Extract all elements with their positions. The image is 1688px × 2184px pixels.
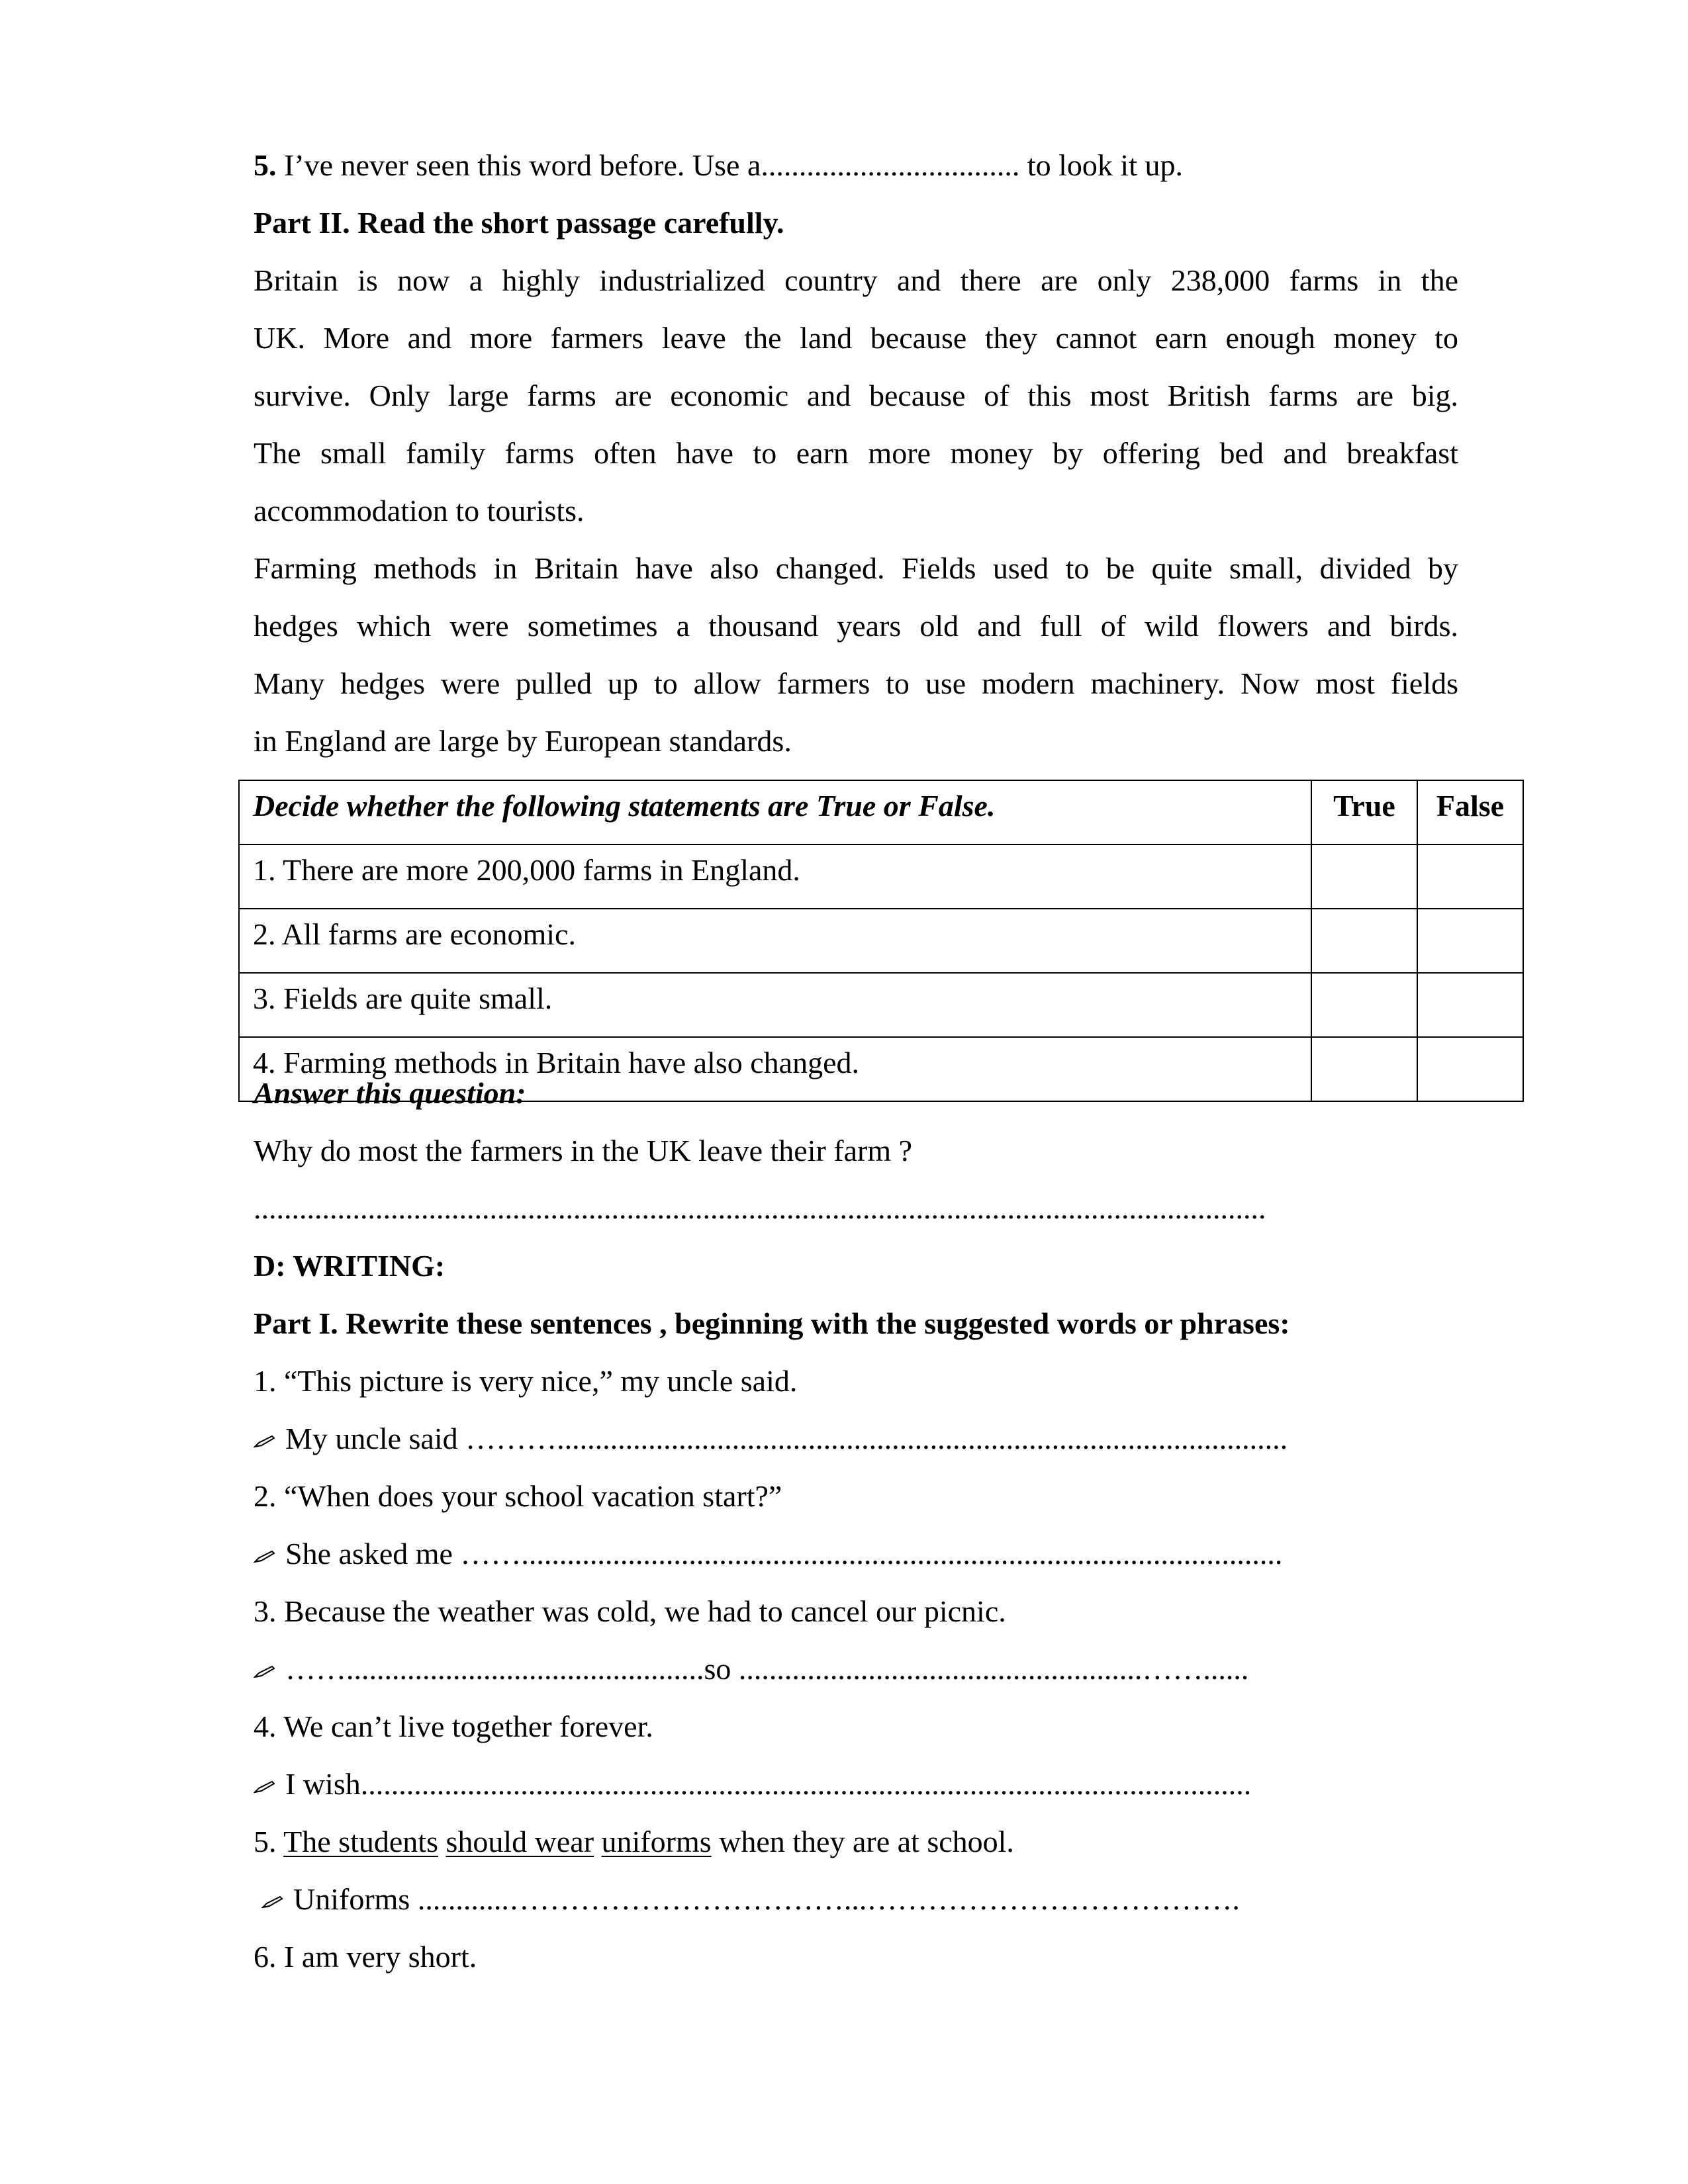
passage-line: hedges which were sometimes a thousand years old and full of wild flowers and birds. (254, 609, 1458, 643)
false-answer-cell[interactable] (1417, 909, 1523, 973)
passage-line: Britain is now a highly industrialized country and there are only 238,000 farms in the (254, 263, 1458, 297)
pencil-icon (254, 1420, 279, 1457)
sentence-2: 2. “When does your school vacation start?” (254, 1479, 782, 1513)
question-number: 5. (254, 148, 277, 182)
underlined-phrase: The students (283, 1825, 438, 1858)
true-answer-cell[interactable] (1311, 844, 1417, 909)
answer-blank[interactable]: .................................. (761, 148, 1020, 182)
passage-line: Many hedges were pulled up to allow farmers to use modern machinery. Now most fields (254, 666, 1458, 700)
true-answer-cell[interactable] (1311, 909, 1417, 973)
underlined-phrase: uniforms (601, 1825, 712, 1858)
reading-part-title: Part II. Read the short passage carefully. (254, 206, 784, 240)
sentence-4: 4. We can’t live together forever. (254, 1709, 653, 1743)
writing-section-title: D: WRITING: (254, 1249, 445, 1283)
column-false: False (1417, 780, 1523, 844)
table-row (239, 973, 1523, 1037)
rewrite-answer[interactable]: Uniforms ............……………………………...………………………………. (293, 1882, 1240, 1916)
sentence-number: 5. (254, 1825, 284, 1858)
passage-line: UK. More and more farmers leave the land because they cannot earn enough money to (254, 321, 1458, 355)
true-answer-cell[interactable] (1311, 973, 1417, 1037)
vocab-question-5 (254, 147, 1458, 184)
true-false-table (238, 780, 1524, 1102)
rewrite-answer[interactable]: My uncle said ………................................................................................................ (285, 1422, 1288, 1455)
passage-line: Farming methods in Britain have also changed. Fields used to be quite small, divided by (254, 551, 1458, 585)
rewrite-line-3 (254, 1651, 1458, 1688)
false-answer-cell[interactable] (1417, 973, 1523, 1037)
pencil-icon (254, 1651, 279, 1688)
sentence-5 (254, 1823, 1458, 1860)
sentence-3: 3. Because the weather was cold, we had to cancel our picnic. (254, 1594, 1006, 1628)
sentence-rest: when they are at school. (711, 1825, 1014, 1858)
sentence-1: 1. “This picture is very nice,” my uncle said. (254, 1364, 798, 1398)
rewrite-line-4 (254, 1766, 1458, 1803)
rewrite-line-2 (254, 1535, 1458, 1572)
pencil-icon (254, 1535, 279, 1572)
statement: 4. Farming methods in Britain have also changed. (239, 1037, 1311, 1101)
passage-line: accommodation to tourists. (254, 494, 585, 527)
rewrite-answer[interactable]: I wish..................................................................................................................... (285, 1767, 1252, 1801)
table-row (239, 909, 1523, 973)
statement: 2. All farms are economic. (239, 909, 1311, 973)
rewrite-answer[interactable]: She asked me …….................................................................................................... (285, 1537, 1283, 1570)
statement: 3. Fields are quite small. (239, 973, 1311, 1037)
rewrite-line-1 (254, 1420, 1458, 1457)
question-text: I’ve never seen this word before. Use a (276, 148, 761, 182)
passage-line: in England are large by European standards. (254, 724, 792, 758)
comprehension-question: Why do most the farmers in the UK leave their farm ? (254, 1134, 913, 1167)
rewrite-line-5 (261, 1881, 1466, 1918)
sentence-6: 6. I am very short. (254, 1940, 477, 1974)
question-text-end: to look it up. (1019, 148, 1183, 182)
statement: 1. There are more 200,000 farms in England. (239, 844, 1311, 909)
table-row (239, 844, 1523, 909)
underlined-phrase: should wear (445, 1825, 594, 1858)
answer-line[interactable]: ..................................................................................................................................... (254, 1191, 1266, 1225)
table-header-row (239, 780, 1523, 844)
answer-heading: Answer this question: (254, 1076, 526, 1110)
pencil-icon (254, 1766, 279, 1803)
column-true: True (1311, 780, 1417, 844)
table-instruction: Decide whether the following statements are True or False. (239, 780, 1311, 844)
false-answer-cell[interactable] (1417, 844, 1523, 909)
rewrite-answer[interactable]: ……...............................................so .....................................................……...... (285, 1652, 1249, 1686)
passage-line: The small family farms often have to earn more money by offering bed and breakfast (254, 436, 1458, 470)
passage-line: survive. Only large farms are economic and because of this most British farms are big. (254, 379, 1458, 412)
pencil-icon (261, 1881, 287, 1918)
writing-part-title: Part I. Rewrite these sentences , beginning with the suggested words or phrases: (254, 1306, 1290, 1340)
